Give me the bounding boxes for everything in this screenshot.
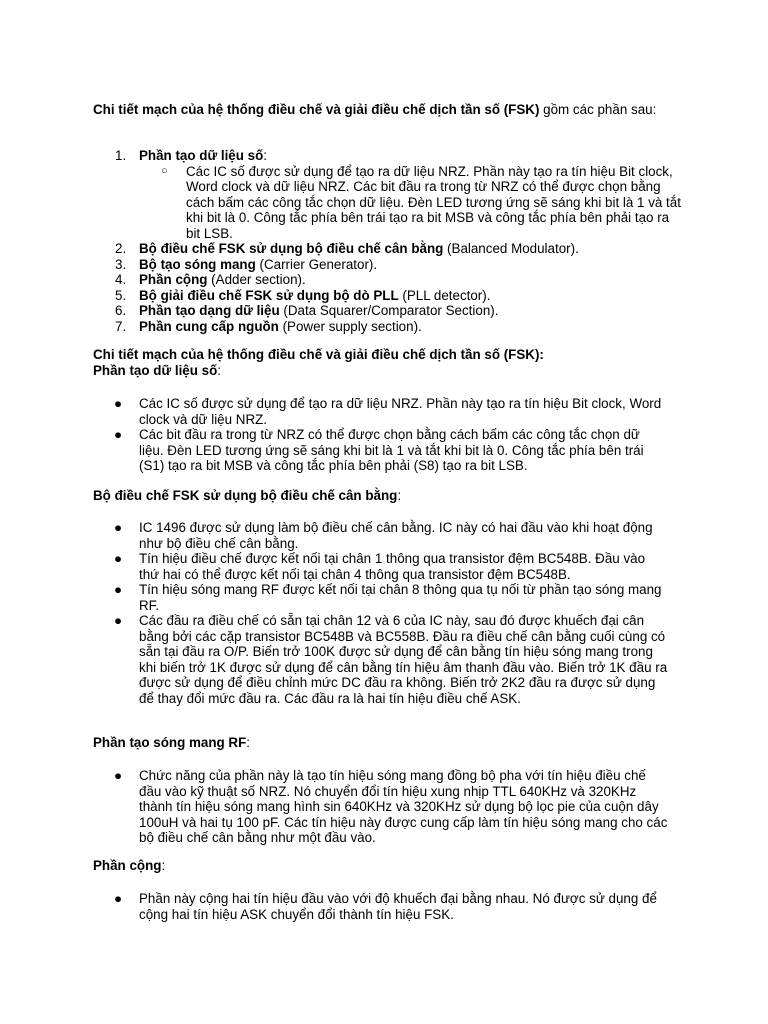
bullet-text: Chức năng của phần này là tạo tín hiệu sóng mang đồng bộ pha với tín hiệu điều chế đầu vào kỹ thuật số NRZ. Nó chuyển đổi tín hiệu xung nhịp TTL 640KHz và 320KHz thành tín hiệu sóng mang hình sin 640KHz và 320KHz sử dụng bộ lọc pie của cuộn dây 100uH và hai tụ 100 pF. Các tín hiệu này được cung cấp làm tín hiệu sóng mang cho các bộ điều chế cân bằng như một đầu vào. [139,768,668,845]
bullet-icon: ● [114,891,123,906]
list-item [93,396,668,427]
bullet-text: Các IC số được sử dụng để tạo ra dữ liệu NRZ. Phần này tạo ra tín hiệu Bit clock, Word clock và dữ liệu NRZ. [139,396,662,427]
component-title: Phần tạo dạng dữ liệu [139,303,280,318]
components-list [93,148,683,334]
bullet-text: Tín hiệu điều chế được kết nối tại chân 1 thông qua transistor đệm BC548B. Đầu vào thứ hai có thể được kết nối tại chân 4 thông qua transistor đệm BC548B. [139,551,646,582]
list-item [93,551,668,582]
component-title: Bộ tạo sóng mang [139,256,256,272]
carrier-heading [93,735,673,751]
list-item [93,427,668,474]
bullet-text: Các đầu ra điều chế có sẵn tại chân 12 và 6 của IC này, sau đó được khuếch đại cân bằng bởi các cặp transistor BC548B và BC558B. Đầu ra điều chế cân bằng cuối cùng có sẵn tại đầu ra O/P. Biến trở 100K được sử dụng để cân bằng tín hiệu sóng mang trong khi biến trở 1K được sử dụng để cân bằng tín hiệu âm thanh đầu vào. Biến trở 1K đầu ra được sử dụng để điều chỉnh mức DC đầu ra không. Biến trở 2K2 đầu ra được sử dụng để thay đổi mức đầu ra. Các đầu ra là hai tín hiệu điều chế ASK. [139,613,668,706]
list-number: 7. [115,318,127,334]
list-item [93,891,668,922]
list-item [93,613,668,706]
list-item [93,319,683,335]
list-number: 4. [115,272,127,287]
title-colon: : [246,735,250,750]
component-desc: : [263,148,268,163]
component-title: Phần cộng [139,272,208,287]
sub-item-text: Các IC số được sử dụng để tạo ra dữ liệu NRZ. Phần này tạo ra tín hiệu Bit clock, Word clock và dữ liệu NRZ. Các bit đầu ra trong từ NRZ có thể được chọn bằng cách bấm các công tắc chọn dữ liệu. Đèn LED tương ứng sẽ sáng khi bit là 1 và tắt khi bit là 0. Công tắc phía bên trái tạo ra bit MSB và công tắc phía bên phải tạo ra bit LSB. [186,163,681,241]
modulator-section-title: Bộ điều chế FSK sử dụng bộ điều chế cân bằng [93,488,398,503]
list-item [93,520,668,551]
component-desc: (Carrier Generator). [255,256,378,272]
carrier-section-title: Phần tạo sóng mang RF [93,735,247,750]
component-desc: (Data Squarer/Comparator Section). [279,303,499,318]
list-item [93,288,683,304]
title-colon: : [217,362,222,378]
component-title: Bộ giải điều chế FSK sử dụng bộ dò PLL [139,287,399,303]
circle-bullet-icon: ○ [161,164,168,177]
bullet-icon: ● [114,768,123,783]
modulator-bullets [93,520,668,706]
bullet-text: Các bit đầu ra trong từ NRZ có thể được chọn bằng cách bấm các công tắc chọn dữ liệu. Đèn LED tương ứng sẽ sáng khi bit là 1 và tắt khi bit là 0. Công tắc phía bên trái (S1) tạo ra bit MSB và công tắc phía bên phải (S8) tạo ra bit LSB. [139,427,644,473]
list-item [93,768,668,846]
digital-bullets [93,396,668,474]
list-number: 6. [115,303,127,318]
list-number: 5. [115,287,127,303]
section-heading [93,347,673,378]
list-item [93,148,683,164]
intro-rest: gồm các phần sau: [539,102,657,117]
carrier-bullets [93,768,668,846]
sub-list-item [93,164,683,242]
bullet-icon: ● [114,582,123,597]
component-desc: (PLL detector). [398,287,491,303]
bullet-icon: ● [114,396,123,411]
bullet-icon: ● [114,551,123,566]
component-desc: (Power supply section). [278,318,422,334]
bullet-icon: ● [114,520,123,535]
title-colon: : [161,858,166,873]
list-number: 2. [115,241,127,256]
bullet-text: Phần này cộng hai tín hiệu đầu vào với độ khuếch đại bằng nhau. Nó được sử dụng để cộng hai tín hiệu ASK chuyển đổi thành tín hiệu FSK. [139,891,657,922]
bullet-text: IC 1496 được sử dụng làm bộ điều chế cân bằng. IC này có hai đầu vào khi hoạt động như bộ điều chế cân bằng. [139,520,653,551]
intro-paragraph [93,102,673,118]
component-title: Bộ điều chế FSK sử dụng bộ điều chế cân bằng [139,241,444,256]
digital-section-title: Phần tạo dữ liệu số [93,362,218,378]
title-colon: : [397,488,402,503]
adder-heading [93,858,673,874]
bullet-icon: ● [114,427,123,442]
component-desc: (Adder section). [207,272,306,287]
list-item [93,257,683,273]
list-item [93,241,683,257]
adder-section-title: Phần cộng [93,858,162,873]
component-title: Phần tạo dữ liệu số [139,148,264,163]
component-title: Phần cung cấp nguồn [139,318,279,334]
section-heading-text: Chi tiết mạch của hệ thống điều chế và giải điều chế dịch tần số (FSK): [93,347,544,362]
intro-bold: Chi tiết mạch của hệ thống điều chế và giải điều chế dịch tần số (FSK) [93,102,540,117]
bullet-text: Tín hiệu sóng mang RF được kết nối tại chân 8 thông qua tụ nối từ phần tạo sóng mang RF. [139,582,662,613]
list-item [93,272,683,288]
adder-bullets [93,891,668,922]
list-number: 3. [115,256,127,272]
list-number: 1. [115,148,127,163]
bullet-icon: ● [114,613,123,628]
modulator-heading [93,488,673,504]
list-item [93,303,683,319]
list-item [93,582,668,613]
component-desc: (Balanced Modulator). [443,241,579,256]
